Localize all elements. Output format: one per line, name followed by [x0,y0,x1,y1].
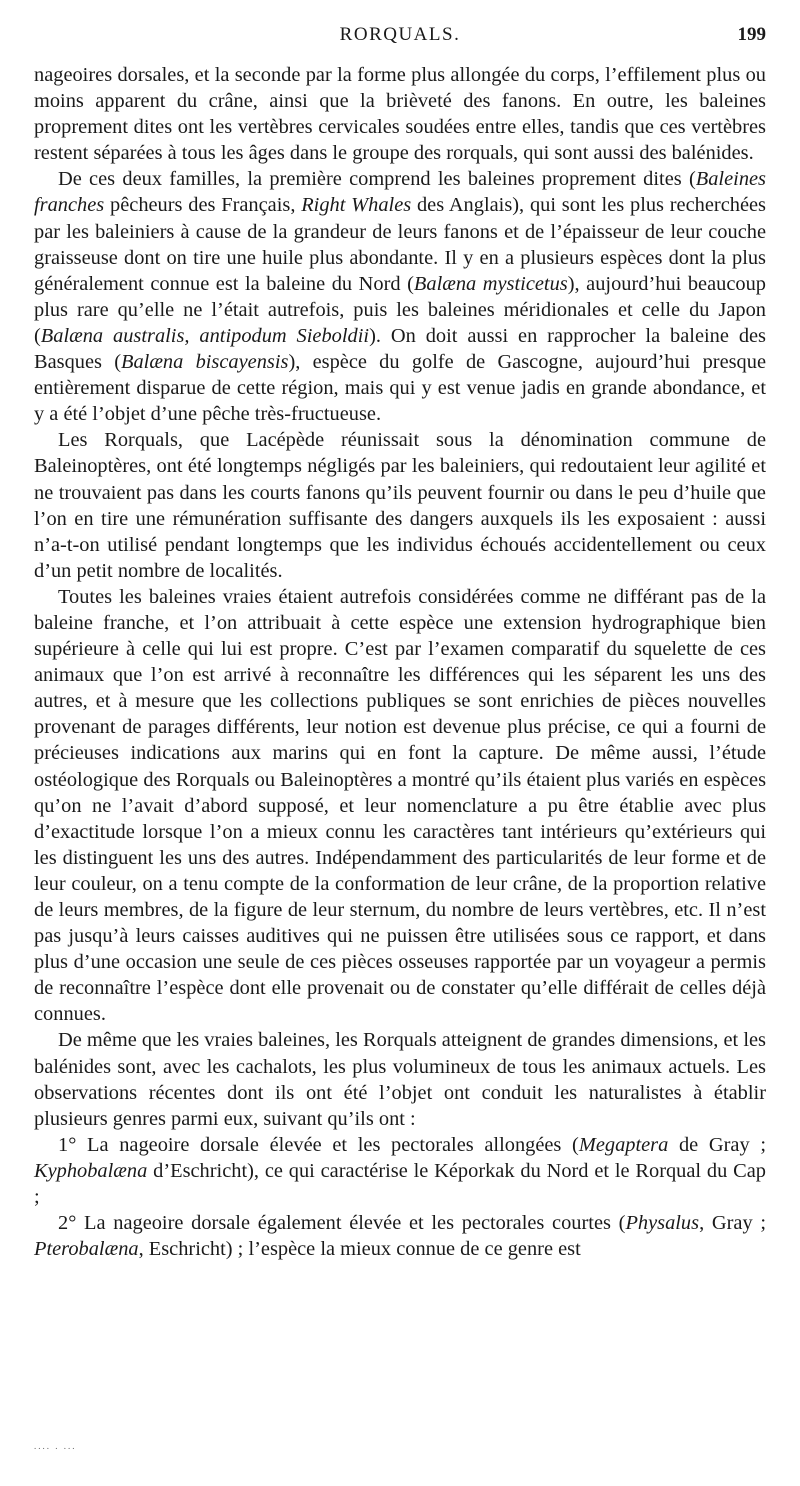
page-number: 199 [737,24,766,45]
italic-term: Pterobalæna [34,1238,139,1261]
italic-term: Right Whales [301,194,412,217]
text-run: , Eschricht) ; l’espèce la mieux connue de ce genre est [138,1238,581,1261]
paragraph [34,1210,766,1262]
running-title: RORQUALS. [339,24,461,45]
text-run: , Gray ; [699,1212,766,1235]
italic-term: Baleines franches [34,168,766,217]
text-run: 2° La nageoire dorsale également élevée et les pectorales courtes ( [58,1212,626,1235]
italic-term: Balæna biscayensis [121,351,289,374]
paragraph [34,62,766,166]
text-run: de Gray ; [668,1133,766,1156]
italic-term: Balæna australis, antipodum Sieboldii [40,324,370,347]
paragraph [34,584,766,1028]
printer-mark: .... . ... [34,1441,77,1451]
paragraph [34,1027,766,1131]
italic-term: Megaptera [578,1133,669,1156]
text-run: Toutes les baleines vraies étaient autrefois considérées comme ne différant pas de la baleine franche, et l’on attribuait à cette espèce une extension hydrographique bien supérieure à celle qui lui est propre. C’est par l’examen comparatif du squelette de ces animaux que l’on est arrivé à reconnaître les différences qui les séparent les uns des autres, et à mesure que les collections publiques se sont enrichies de pièces nouvelles provenant de parages différents, leur notion est devenue plus précise, ce qui a fourni de précieuses indications aux marins qui en font la capture. De même aussi, l’étude ostéologique des Rorquals ou Baleinoptères a montré qu’ils étaient plus variés en espèces qu’on ne l’avait d’abord supposé, et leur nomenclature a pu être établie avec plus d’exactitude lorsque l’on a mieux connu les caractères tant intérieurs qu’extérieurs qui les distinguent les uns des autres. Indépendamment des particularités de leur forme et de leur couleur, on a tenu compte de la conformation de leur crâne, de la proportion relative de leurs membres, de la figure de leur sternum, du nombre de leurs vertèbres, etc. Il n’est pas jusqu’à leurs caisses auditives qui ne puissen être utilisées sous ce rapport, et dans plus d’une occasion une seule de ces pièces osseuses rapportée par un voyageur a permis de reconnaître l’espèce dont elle provenait ou de constater qu’elle différait de celles déjà connues. [34,585,766,1026]
paragraph [34,166,766,427]
page-header [34,24,766,54]
text-run: 1° La nageoire dorsale élevée et les pectorales allongées ( [58,1133,579,1156]
paragraph [34,427,766,584]
text-run: d’Eschricht), ce qui caractérise le Képorkak du Nord et le Rorqual du Cap ; [34,1159,766,1209]
italic-term: Physalus [625,1212,700,1235]
text-run: ), aujourd’hui beaucoup plus rare qu’elle ne l’était autrefois, puis les baleines méridionales et celle du Japon ( [34,272,766,347]
italic-term: Kyphobalæna [34,1159,148,1182]
text-run: ), espèce du golfe de Gascogne, aujourd’hui presque entièrement disparue de cette région, mais qui y est venue jadis en grande abondance, et y a été l’objet d’une pêche très-fructueuse. [34,351,766,426]
text-run: De ces deux familles, la première comprend les baleines proprement dites ( [58,168,696,191]
text-run: nageoires dorsales, et la seconde par la forme plus allongée du corps, l’effilement plus ou moins apparent du crâne, ainsi que la brièveté des fanons. En outre, les baleines proprement dites ont les vertèbres cervicales soudées entre elles, tandis que ces vertèbres restent séparées à tous les âges dans le groupe des rorquals, qui sont aussi des balénides. [34,64,766,165]
text-run: Les Rorquals, que Lacépède réunissait sous la dénomination commune de Baleinoptères, ont été longtemps négligés par les baleiniers, qui redoutaient leur agilité et ne trouvaient pas dans les courts fanons qu’ils peuvent fournir ou dans le peu d’huile que l’on en tire une rémunération suffisante des dangers auxquels ils les exposaient : aussi n’a-t-on utilisé pendant longtemps que les individus échoués accidentellement ou ceux d’un petit nombre de localités. [34,429,766,582]
body-text [34,62,766,1262]
text-run: De même que les vraies baleines, les Rorquals atteignent de grandes dimensions, et les balénides sont, avec les cachalots, les plus volumineux de tous les animaux actuels. Les observations récentes dont ils ont été l’objet ont conduit les naturalistes à établir plusieurs genres parmi eux, suivant qu’ils ont : [34,1029,766,1130]
text-run: ). On doit aussi en rapprocher la baleine des Basques ( [34,324,766,374]
paragraph [34,1132,766,1210]
italic-term: Balæna mysticetus [413,272,568,295]
text-run: pêcheurs des Français, [104,194,302,217]
text-run: des Anglais), qui sont les plus recherchées par les baleiniers à cause de la grandeur de leurs fanons et de l’épaisseur de leur couche graisseuse dont on tire une huile plus abondante. Il y en a plusieurs espèces dont la plus généralement connue est la baleine du Nord ( [34,194,766,295]
